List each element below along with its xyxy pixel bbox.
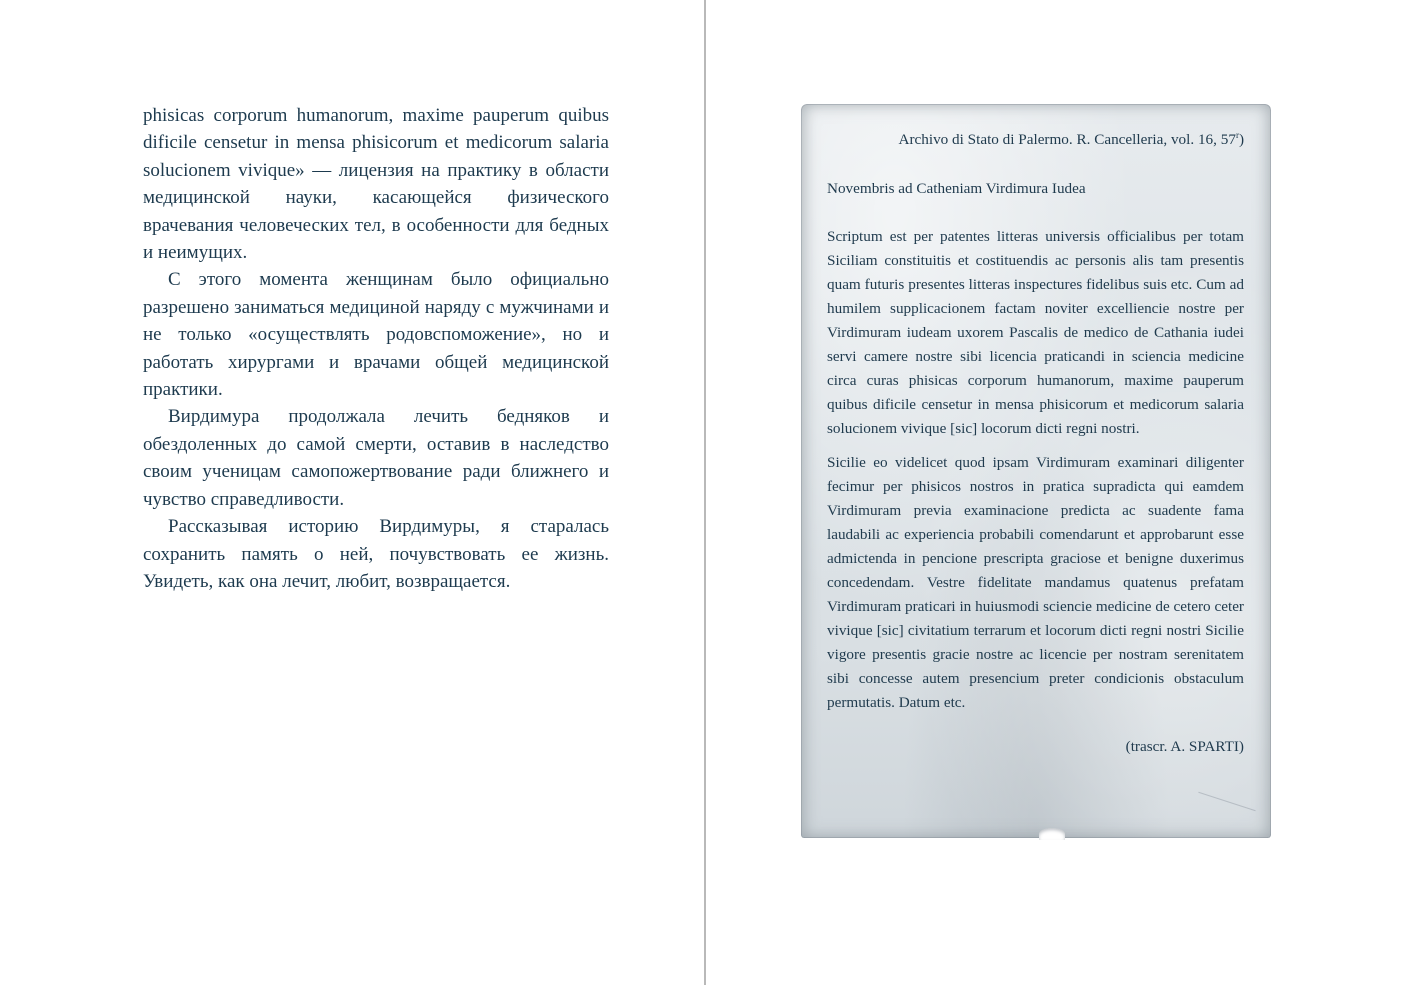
paragraph-2: С этого момента женщинам было официально разрешено заниматься медициной наряду с мужчинами и не только «осуществлять родовспоможение», но и работать хирургами и врачами общей медицинской практики. [143, 269, 609, 401]
document-source-line [827, 128, 1244, 152]
left-page-text [143, 102, 609, 595]
source-text: Archivo di Stato di Palermo. R. Cancelleria, vol. 16, 57 [898, 131, 1236, 148]
paragraph-1: phisicas corporum humanorum, maxime pauperum quibus dificile censetur in mensa phisicorum et medicorum salaria solucionem vivique» — лицензия на практику в области медицинской науки, касающейся физического врачевания человеческих тел, в особенности для бедных и неимущих. [143, 105, 609, 264]
document-paragraph-1: Scriptum est per patentes litteras universis officialibus per totam Siciliam constituitis et costituendis ac personis alis tam presentis quam futuris presentes litteras inspectures fidelibus suis etc. Cum ad humilem supplicacionem factam noviter excelliencie nostre per Virdimuram iudeam uxorem Pascalis de medico de Cathania iudei servi camere nostre sibi licencia praticandi in sciencia medicine circa curas phisicas corporum humanorum, maxime pauperum quibus dificile censetur in mensa phisicorum et medicorum salaria solucionem vivique [sic] locorum dicti regni nostri. [827, 228, 1244, 437]
transcription-credit: (trascr. A. SPARTI) [1125, 738, 1244, 755]
page-gutter-divider [704, 0, 706, 985]
paragraph-3: Вирдимура продолжала лечить бедняков и обездоленных до самой смерти, оставив в наследство своим ученицам самопожертвование ради ближнего и чувство справедливости. [143, 406, 609, 510]
source-superscript: r [1235, 129, 1239, 140]
document-date-line: Novembris ad Catheniam Virdimura Iudea [827, 180, 1086, 197]
document-paragraph-2: Sicilie eo videlicet quod ipsam Virdimuram examinari diligenter fecimur per phisicos nostros in pratica supradicta qui eamdem Virdimuram previa examinacione predicta ac suadente fama laudabili ac experiencia probabili comendarunt et approbarunt esse admictenda in pencione prescripta graciose et benigne duxerimus concedendam. Vestre fidelitate mandamus quatenus prefatam Virdimuram praticari in huiusmodi sciencie medicine de cetero ceter vivique [sic] civitatium terrarum et locorum dicti regni nostri Sicilie vigore presentis gracie nostre ac licencie per nostram serenitatem sibi concesse autem presencium preter condicionis obstaculum permutatis. Datum etc. [827, 454, 1244, 711]
archival-document-card [801, 104, 1271, 838]
source-close-paren: ) [1238, 131, 1244, 148]
paragraph-4: Рассказывая историю Вирдимуры, я старалась сохранить память о ней, почувствовать ее жизнь. Увидеть, как она лечит, любит, возвращается. [143, 516, 609, 592]
